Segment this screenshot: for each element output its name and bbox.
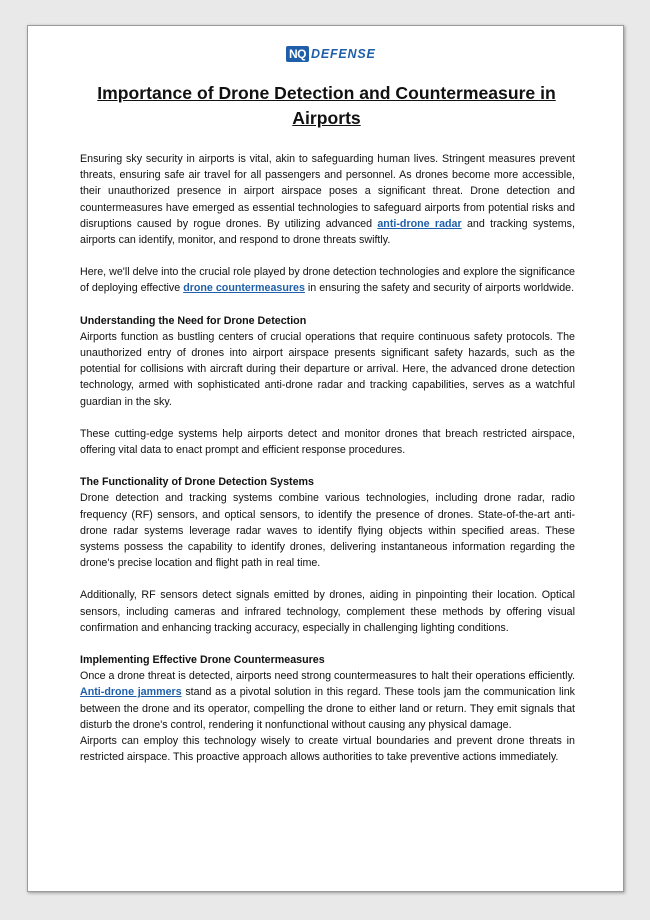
intro-text-2b: in ensuring the safety and security of airports worldwide. [304,282,575,295]
intro-paragraph-2 [80,264,575,296]
brand-logo [286,46,376,62]
section1-paragraph-2: These cutting-edge systems help airports detect and monitor drones that breach restricted airspace, offering vital data to enact prompt and efficient response procedures. [80,427,575,457]
intro-text-2a: Here, we'll delve into the crucial role played by drone detection technologies and explore the significance of deploying effective [80,266,575,295]
logo-text: DEFENSE [311,47,376,61]
intro-text-1b: and tracking systems, airports can identify, monitor, and respond to drone threats swiftly. [80,217,575,247]
section2-paragraph-2: Additionally, RF sensors detect signals emitted by drones, aiding in pinpointing their location. Optical sensors, including cameras and infrared technology, complement these methods by offering visual confirmation and enhancing tracking accuracy, especially in challenging lighting conditions. [80,589,575,634]
drone-countermeasures-link[interactable]: drone countermeasures [183,282,305,295]
section3-text-1a: Once a drone threat is detected, airports need strong countermeasures to halt their operations efficiently. [80,670,575,683]
document-title: Importance of Drone Detection and Countermeasure in Airports [97,83,556,128]
section3-text-1b: stand as a pivotal solution in this regard. These tools jam the communication link between the drone and its operator, compelling the drone to either land or return. They emit signals that disturb the drone's control, rendering it nonfunctional without causing any physical damage. [80,686,575,731]
section2-paragraph-1: Drone detection and tracking systems combine various technologies, including drone radar, radio frequency (RF) sensors, and optical sensors, to identify the presence of drones. State-of-the-art anti-drone radar systems leverage radar waves to identify flying objects within specified areas. These systems possess the capability to identify drones, delivering instantaneous information regarding the drone's precise location and flight path in real time. [80,492,575,570]
section-heading-countermeasures: Implementing Effective Drone Countermeasures [80,654,325,667]
document-page [27,25,624,892]
intro-paragraph-1 [80,151,575,248]
section-heading-functionality: The Functionality of Drone Detection Systems [80,476,314,489]
section1-paragraph-1: Airports function as bustling centers of crucial operations that require continuous safety protocols. The unauthorized entry of drones into airport airspace presents significant safety hazards, such as the potential for collisions with aircraft during their departure or arrival. Here, the advanced drone detection technology, armed with sophisticated anti-drone radar and tracking capabilities, serves as a watchful guardian in the sky. [80,330,575,408]
section-heading-need: Understanding the Need for Drone Detection [80,314,307,327]
document-body [80,151,575,766]
logo-badge: NQ [286,46,309,62]
section3-paragraph-1 [80,668,575,733]
intro-text-1a: Ensuring sky security in airports is vital, akin to safeguarding human lives. Stringent measures prevent threats, ensuring safe air travel for all passengers and personnel. As drones become more accessible, their unauthorized presence in airport airspace poses a significant threat. Drone detection and countermeasures have emerged as essential technologies to safeguard airports from potential risks and disruptions caused by rogue drones. By utilizing advanced [80,153,575,230]
anti-drone-jammers-link[interactable]: Anti-drone jammers [80,686,182,699]
anti-drone-radar-link[interactable]: anti-drone radar [377,217,462,230]
section3-paragraph-2: Airports can employ this technology wisely to create virtual boundaries and prevent drone threats in restricted airspace. This proactive approach allows authorities to take preventive actions immediately. [80,735,575,764]
